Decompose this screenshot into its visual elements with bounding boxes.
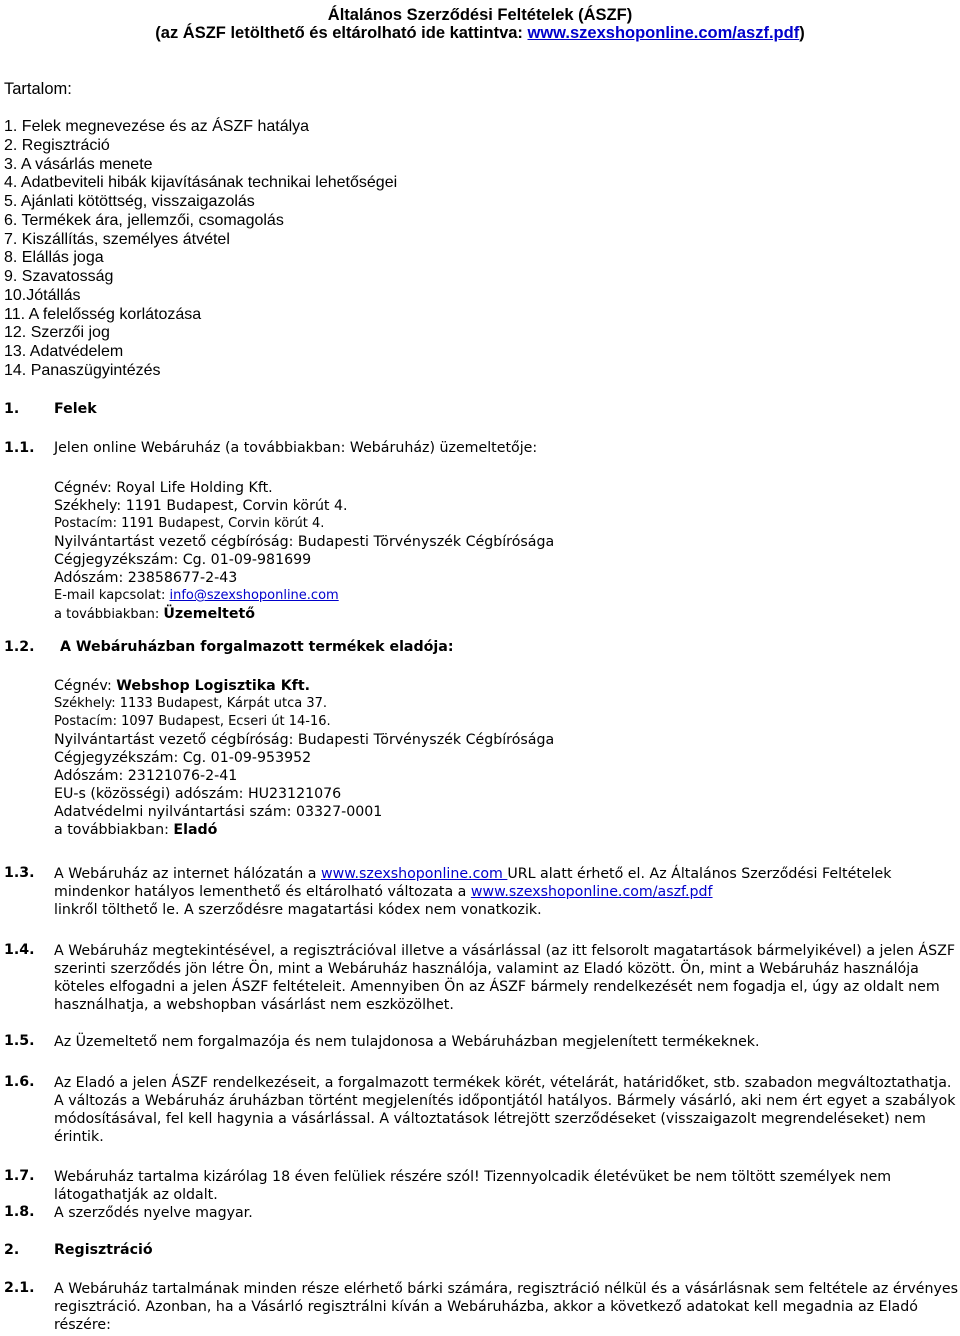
section-title: Felek: [54, 401, 97, 417]
paragraph-text: A szerződés nyelve magyar.: [54, 1205, 253, 1221]
paragraph-text: Az Eladó a jelen ÁSZF rendelkezéseit, a forgalmazott termékek körét, vételárát, határidőket, stb. szabadon megváltoztathatja. A változás a Webáruház áruházban történt megjelenítés időpontjától hatályos. Bármely vásárló, aki nem ért egyet a szabályok módosításával, fel kell hagynia a vásárlással. A változtatások létrejött szerződéseket (visszaigazolt megrendeléseket) nem érintik.: [54, 1075, 956, 1145]
toc-item: 10.Jótállás: [4, 286, 81, 304]
paragraph-text: Az Üzemeltető nem forgalmazója és nem tulajdonosa a Webáruházban megjelenített termékeknek.: [54, 1034, 760, 1050]
toc-item: 3. A vásárlás menete: [4, 155, 153, 173]
eu-tax-number: EU-s (közösségi) adószám: HU23121076: [54, 786, 342, 802]
paragraph-text: A Webáruház az internet hálózatán a www.szexshoponline.com URL alatt érhető el. Az Általános Szerződési Feltételek mindenkor hatályos lementhető és eltárolható változata a www.szexshoponline.com/aszf.pdf linkről tölthető le. A szerződésre magatartási kódex nem vonatkozik.: [54, 866, 892, 918]
paragraph-text: A Webáruház megtekintésével, a regisztrációval illetve a vásárlással (az itt felsorolt magatartások bármelyikével) a jelen ÁSZF szerinti szerződés jön létre Ön, mint a Webáruház használója, valamint az Eladó között. Ön, mint a Webáruház használója köteles elfogadni a jelen ÁSZF feltételeit. Amennyiben Ön az ÁSZF bármely rendelkezését nem fogadja el, úgy az oldalt nem használhatja, a webshopban vásárlást nem eszközölhet.: [54, 943, 955, 1013]
paragraph-number: 1.5.: [4, 1033, 35, 1049]
paragraph-number: 1.3.: [4, 865, 35, 881]
toc-item: 14. Panaszügyintézés: [4, 361, 161, 379]
paragraph-number: 1.2.: [4, 639, 35, 655]
section-number: 2.: [4, 1242, 20, 1258]
toc-item: 6. Termékek ára, jellemzői, csomagolás: [4, 211, 284, 229]
toc-item: 9. Szavatosság: [4, 268, 114, 285]
toc-item: 4. Adatbeviteli hibák kijavításának technikai lehetőségei: [4, 174, 398, 192]
table-of-contents: [4, 118, 397, 381]
section-number: 1.: [4, 401, 20, 417]
section-title: Regisztráció: [54, 1242, 153, 1258]
document-subtitle: [0, 24, 960, 43]
toc-item: 1. Felek megnevezése és az ÁSZF hatálya: [4, 118, 310, 135]
paragraph-number: 1.4.: [4, 942, 35, 958]
seat: Székhely: 1191 Budapest, Corvin körút 4.: [54, 498, 348, 514]
aszf-pdf-link-inline[interactable]: www.szexshoponline.com/aszf.pdf: [470, 884, 713, 900]
paragraph-text: Webáruház tartalma kizárólag 18 éven felüliek részére szól! Tizennyolcadik életévüket be nem töltött személyek nem látogathatják az oldalt.: [54, 1169, 892, 1203]
company-name: Cégnév: Webshop Logisztika Kft.: [54, 678, 311, 694]
toc-item: 2. Regisztráció: [4, 136, 110, 154]
company-name: Cégnév: Royal Life Holding Kft.: [54, 480, 273, 496]
toc-item: 13. Adatvédelem: [4, 343, 124, 360]
toc-item: 8. Elállás joga: [4, 249, 104, 267]
registration-number: Cégjegyzékszám: Cg. 01-09-953952: [54, 750, 312, 766]
registry-court: Nyilvántartást vezető cégbíróság: Budapesti Törvényszék Cégbírósága: [54, 732, 555, 748]
seller-details: [54, 677, 554, 839]
email-link[interactable]: info@szexshoponline.com: [169, 588, 339, 603]
paragraph-number: 2.1.: [4, 1280, 35, 1296]
toc-item: 7. Kiszállítás, személyes átvétel: [4, 230, 230, 248]
role-designation: a továbbiakban: Eladó: [54, 822, 218, 838]
toc-item: 5. Ajánlati kötöttség, visszaigazolás: [4, 193, 255, 210]
operator-details: [54, 479, 554, 623]
toc-item: 11. A felelősség korlátozása: [4, 305, 202, 323]
toc-item: 12. Szerzői jog: [4, 324, 110, 342]
email-contact: E-mail kapcsolat: info@szexshoponline.com: [54, 588, 339, 603]
subtitle-suffix: ): [799, 24, 805, 42]
data-protection-number: Adatvédelmi nyilvántartási szám: 03327-0001: [54, 804, 383, 820]
tax-number: Adószám: 23121076-2-41: [54, 768, 238, 784]
registration-number: Cégjegyzékszám: Cg. 01-09-981699: [54, 552, 312, 568]
paragraph-number: 1.8.: [4, 1204, 35, 1220]
toc-heading: Tartalom:: [4, 80, 72, 98]
paragraph-title: A Webáruházban forgalmazott termékek eladója:: [60, 639, 454, 655]
paragraph-text: Jelen online Webáruház (a továbbiakban: Webáruház) üzemeltetője:: [54, 440, 538, 456]
tax-number: Adószám: 23858677-2-43: [54, 570, 238, 586]
registry-court: Nyilvántartást vezető cégbíróság: Budapesti Törvényszék Cégbírósága: [54, 534, 555, 550]
subtitle-prefix: (az ÁSZF letölthető és eltárolható ide kattintva:: [155, 24, 528, 42]
postal-address: Postacím: 1097 Budapest, Ecseri út 14-16.: [54, 714, 331, 729]
aszf-pdf-link[interactable]: www.szexshoponline.com/aszf.pdf: [527, 24, 800, 42]
role-designation: a továbbiakban: Üzemeltető: [54, 606, 255, 622]
webshop-link[interactable]: www.szexshoponline.com: [320, 866, 508, 882]
paragraph-number: 1.6.: [4, 1074, 35, 1090]
document-title: Általános Szerződési Feltételek (ÁSZF): [327, 6, 633, 24]
paragraph-number: 1.7.: [4, 1168, 35, 1184]
paragraph-number: 1.1.: [4, 440, 35, 456]
paragraph-text: A Webáruház tartalmának minden része elérhető bárki számára, regisztráció nélkül és a vásárlásnak sem feltétele az érvényes regisztráció. Azonban, ha a Vásárló regisztrálni kíván a Webáruházba, akkor a következő adatokat kell megadnia az Eladó részére:: [54, 1281, 959, 1333]
postal-address: Postacím: 1191 Budapest, Corvin körút 4.: [54, 516, 325, 531]
seat: Székhely: 1133 Budapest, Kárpát utca 37.: [54, 696, 327, 711]
